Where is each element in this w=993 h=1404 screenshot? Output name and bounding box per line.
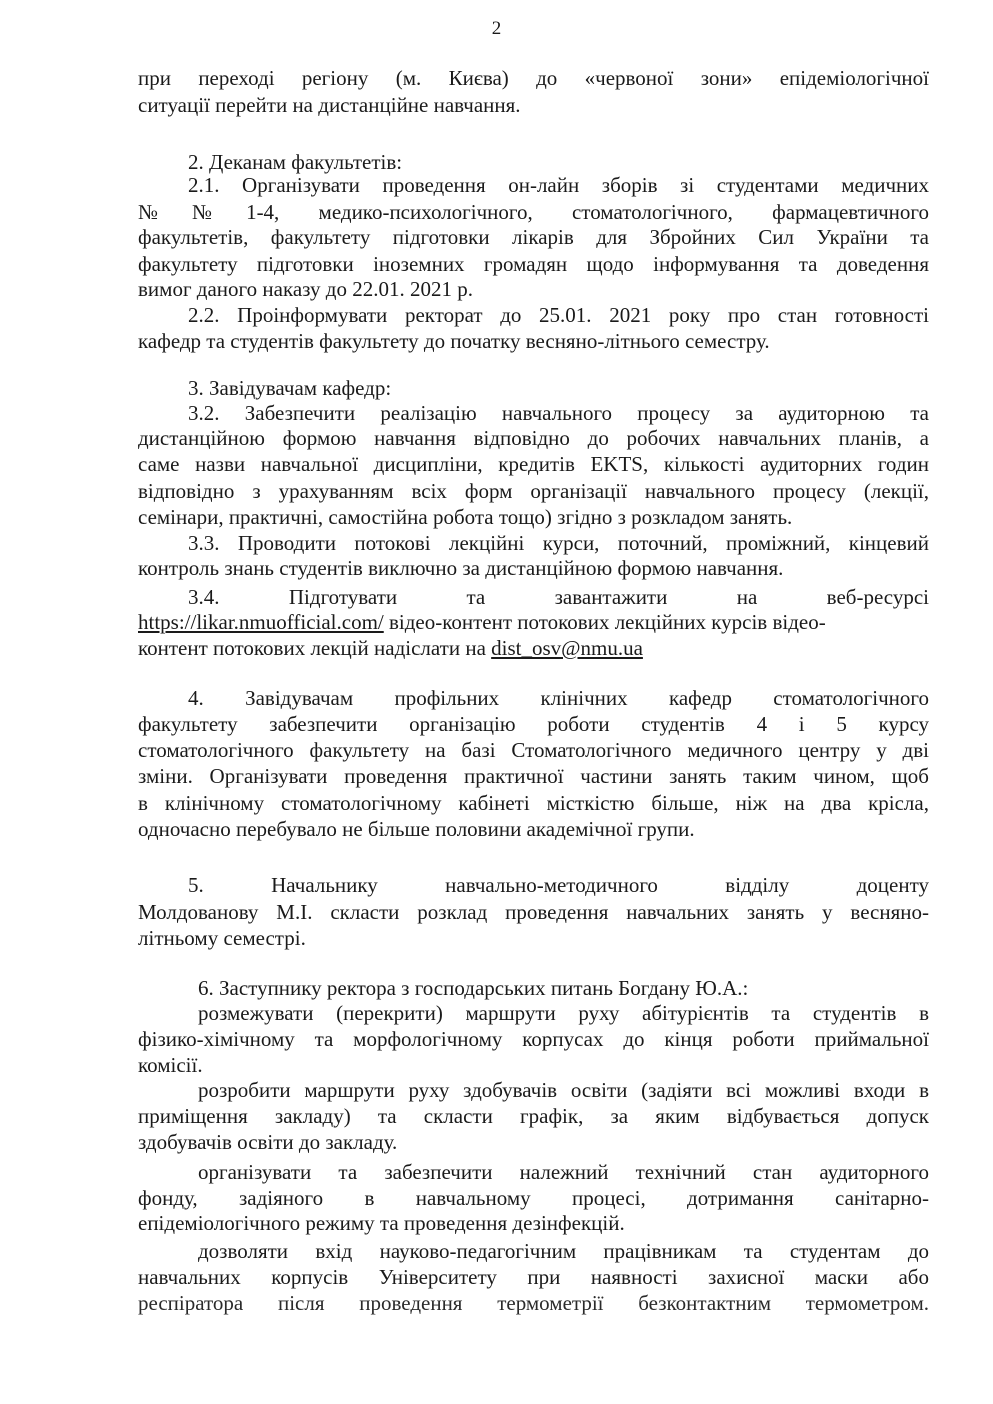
section-heading: 6. Заступнику ректора з господарських питань Богдану Ю.А.:: [198, 976, 749, 1000]
text-line: стоматологічного факультету на базі Стоматологічного медичного центру у дві: [138, 738, 929, 762]
text-line: 3.2. Забезпечити реалізацію навчального процесу за аудиторною та: [188, 401, 929, 425]
text-line: дистанційною формою навчання відповідно до робочих навчальних планів, а: [138, 426, 929, 450]
web-resource-link[interactable]: https://likar.nmuofficial.com/: [138, 610, 384, 634]
text-line: 2.1. Організувати проведення он-лайн зборів зі студентами медичних: [188, 173, 929, 197]
text-line: 3.4. Підготувати та завантажити на веб-ресурсі: [188, 585, 929, 609]
text-line: розмежувати (перекрити) маршрути руху абітурієнтів та студентів в: [198, 1001, 929, 1025]
text-line: приміщення закладу) та скласти графік, за яким відбувається допуск: [138, 1104, 929, 1128]
section-heading: 2. Деканам факультетів:: [188, 150, 403, 174]
text-line: дозволяти вхід науково-педагогічним працівникам та студентам до: [198, 1239, 929, 1263]
text-line: літньому семестрі.: [138, 926, 306, 950]
text-line: при переході регіону (м. Києва) до «червоної зони» епідеміологічної: [138, 66, 929, 90]
text-line: 4. Завідувачам профільних клінічних кафедр стоматологічного: [188, 686, 929, 710]
text-line: Молдованову М.І. скласти розклад проведення навчальних занять у весняно-: [138, 900, 929, 924]
text-line: 5. Начальнику навчально-методичного відділу доценту: [188, 873, 929, 897]
text-line: факультету підготовки іноземних громадян щодо інформування та доведення: [138, 252, 929, 276]
text-line: контроль знань студентів виключно за дистанційною формою навчання.: [138, 556, 784, 580]
text-line: одночасно перебувало не більше половини академічної групи.: [138, 817, 695, 841]
text-line: фізико-хімічному та морфологічному корпусах до кінця роботи приймальної: [138, 1027, 929, 1051]
text-line: організувати та забезпечити належний технічний стан аудиторного: [198, 1160, 929, 1184]
text-line: комісії.: [138, 1053, 203, 1077]
text-line: факультету забезпечити організацію роботи студентів 4 і 5 курсу: [138, 712, 929, 736]
page-number: 2: [491, 18, 502, 39]
text-line: розробити маршрути руху здобувачів освіти (задіяти всі можливі входи в: [198, 1078, 929, 1102]
section-heading: 3. Завідувачам кафедр:: [188, 376, 392, 400]
text-line: №№1-4, медико-психологічного, стоматологічного, фармацевтичного: [138, 200, 929, 224]
text-line: https://likar.nmuofficial.com/ відео-контент потокових лекційних курсів відео-: [138, 610, 826, 634]
text-line: зміни. Організувати проведення практичної частини занять таким чином, щоб: [138, 764, 929, 788]
text-line: в клінічному стоматологічному кабінеті місткістю більше, ніж на два крісла,: [138, 791, 929, 815]
text-line: вимог даного наказу до 22.01. 2021 р.: [138, 277, 473, 301]
text-line: контент потокових лекцій надіслати на dist_osv@nmu.ua: [138, 636, 643, 660]
text-line: семінари, практичні, самостійна робота тощо) згідно з розкладом занять.: [138, 505, 793, 529]
text-line: здобувачів освіти до закладу.: [138, 1130, 398, 1154]
text-line: 2.2. Проінформувати ректорат до 25.01. 2021 року про стан готовності: [188, 303, 929, 327]
text-line: відповідно з урахуванням всіх форм організації навчального процесу (лекції,: [138, 479, 929, 503]
text-line: ситуації перейти на дистанційне навчання.: [138, 93, 521, 117]
email-link[interactable]: dist_osv@nmu.ua: [491, 636, 643, 660]
text-line: кафедр та студентів факультету до початку весняно-літнього семестру.: [138, 329, 770, 353]
text-line: 3.3. Проводити потокові лекційні курси, поточний, проміжний, кінцевий: [188, 531, 929, 555]
text-line: факультетів, факультету підготовки лікарів для Збройних Сил України та: [138, 225, 929, 249]
text-line: фонду, задіяного в навчальному процесі, дотримання санітарно-: [138, 1186, 929, 1210]
text-line: навчальних корпусів Університету при наявності захисної маски або: [138, 1265, 929, 1289]
text-line: епідеміологічного режиму та проведення дезінфекцій.: [138, 1211, 625, 1235]
text-line: саме назви навчальної дисципліни, кредитів EKTS, кількості аудиторних годин: [138, 452, 929, 476]
text-line: респіратора після проведення термометрії безконтактним термометром.: [138, 1291, 929, 1315]
